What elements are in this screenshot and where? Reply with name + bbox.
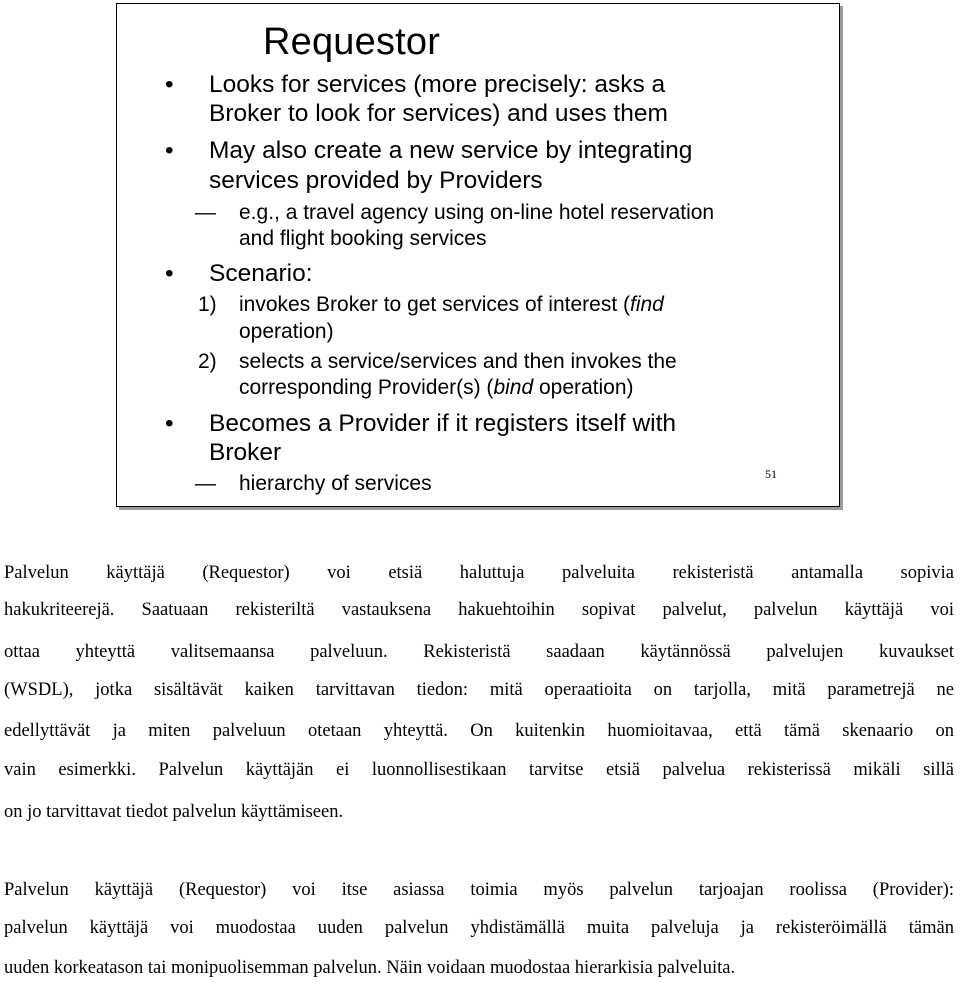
step-text: invokes Broker to get services of interest ( (239, 293, 630, 316)
step-text: operation) (239, 320, 334, 343)
bullet-line: Broker to look for services) and uses them (209, 100, 668, 127)
subitem-line: hierarchy of services (239, 472, 432, 495)
step-number: 1) (198, 293, 217, 316)
paragraph-line: uuden korkeatason tai monipuolisemman palvelun. Näin voidaan muodostaa hierarkisia palveluita. (4, 958, 736, 978)
slide-page-number: 51 (765, 467, 777, 481)
dash-marker: — (195, 472, 216, 495)
lecture-slide (116, 3, 840, 507)
paragraph-line: on jo tarvittavat tiedot palvelun käyttämiseen. (4, 802, 344, 822)
bullet-continuation (209, 166, 543, 195)
step-emphasis: find (630, 293, 664, 316)
step-number: 2) (198, 350, 217, 373)
paragraph-line: palvelun käyttäjä voi muodostaa uuden palvelun yhdistämällä muita palveluja ja rekisteröimällä tämän (4, 918, 954, 938)
subitem-line: and flight booking services (239, 227, 487, 250)
subitem-hierarchy (195, 471, 432, 497)
bullet-line: Scenario: (209, 260, 313, 287)
dash-marker: — (195, 201, 216, 224)
paragraph-line: hakukriteerejä. Saatuaan rekisteriltä vastauksena hakuehtoihin sopivat palvelut, palvelun käyttäjä voi (4, 600, 954, 620)
scenario-step-continuation (239, 318, 334, 345)
bullet-looks-for-services (165, 70, 666, 99)
bullet-scenario (165, 259, 313, 288)
paragraph-line: ottaa yhteyttä valitsemaansa palveluun. Rekisteristä saadaan käytännössä palvelujen kuvaukset (4, 642, 954, 662)
paragraph-line: Palvelun käyttäjä (Requestor) voi itse asiassa toimia myös palvelun tarjoajan roolissa (Provider): (4, 880, 954, 900)
paragraph-line: edellyttävät ja miten palveluun otetaan yhteyttä. On kuitenkin huomioitavaa, että tämä skenaario on (4, 721, 954, 741)
subitem-travel-agency (195, 200, 715, 226)
bullet-icon: • (165, 410, 174, 437)
bullet-continuation (209, 99, 668, 128)
scenario-step-1 (198, 291, 664, 318)
subitem-line: e.g., a travel agency using on-line hotel reservation (239, 201, 715, 224)
paragraph-line: (WSDL), jotka sisältävät kaiken tarvittavan tiedon: mitä operaatioita on tarjolla, mitä parametrejä ne (4, 680, 954, 700)
scenario-step-continuation (239, 374, 634, 401)
bullet-line: services provided by Providers (209, 167, 543, 194)
bullet-icon: • (165, 71, 174, 98)
step-text: corresponding Provider(s) ( (239, 376, 494, 399)
paragraph-line: vain esimerkki. Palvelun käyttäjän ei luonnollisestikaan tarvitse etsiä palvelua rekisterissä mikäli sillä (4, 760, 954, 780)
bullet-line: Becomes a Provider if it registers itself with (209, 410, 677, 437)
bullet-create-new-service (165, 136, 693, 165)
subitem-continuation (239, 226, 486, 252)
bullet-line: Broker (209, 439, 282, 466)
bullet-icon: • (165, 137, 174, 164)
step-text: selects a service/services and then invokes the (239, 350, 677, 373)
bullet-line: May also create a new service by integrating (209, 137, 693, 164)
bullet-continuation (209, 438, 281, 467)
slide-title: Requestor (263, 21, 441, 63)
bullet-line: Looks for services (more precisely: asks a (209, 71, 666, 98)
bullet-icon: • (165, 260, 174, 287)
paragraph-line: Palvelun käyttäjä (Requestor) voi etsiä haluttuja palveluita rekisteristä antamalla sopivia (4, 563, 954, 583)
scenario-step-2 (198, 348, 677, 375)
bullet-becomes-provider (165, 409, 677, 438)
step-text: operation) (533, 376, 634, 399)
step-emphasis: bind (493, 376, 534, 399)
